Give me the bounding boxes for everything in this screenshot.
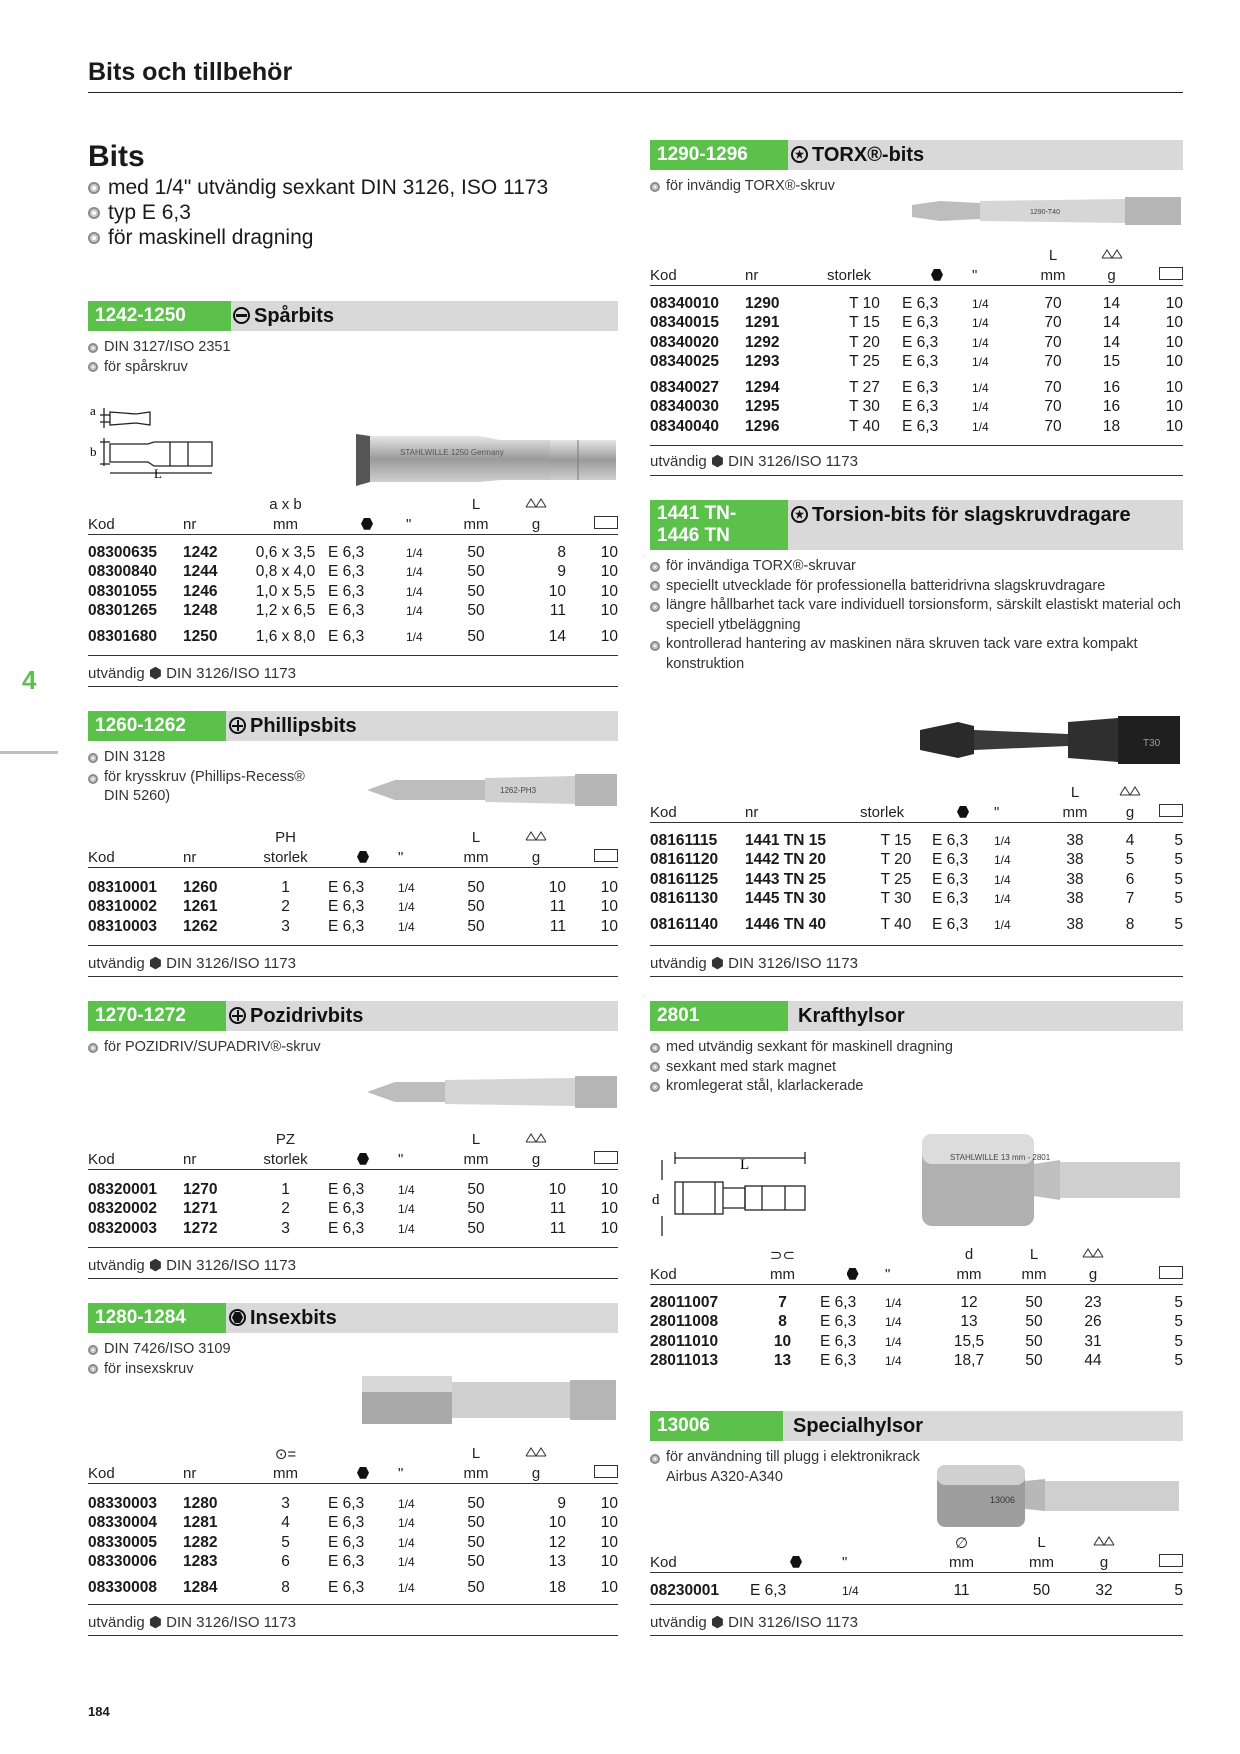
section-rule <box>88 1278 618 1279</box>
hex-drive-icon <box>357 851 369 863</box>
package-icon <box>1159 1554 1183 1567</box>
hex-drive-icon <box>957 806 969 818</box>
hex-drive-icon <box>357 1153 369 1165</box>
weight-icon <box>1093 1534 1115 1546</box>
pozidriv-bit-image <box>365 1072 620 1112</box>
section-rule <box>88 1247 618 1248</box>
section-rule <box>88 945 618 946</box>
table-1270: PZ L Kod nr storlek " mm g 08320001 1270 1 E 6,3 1/4 50 10 10 08320002 1271 2 E 6,3 1/4 50 11 10 08320003 1272 3 E 6,3 1/4 50 11 10 <box>88 1131 618 1237</box>
table-row: 08340010 1290 T 10 E 6,3 1/4 70 14 10 <box>650 294 1183 312</box>
svg-text:T30: T30 <box>1143 738 1161 749</box>
section-bullets: DIN 7426/ISO 3109 för insexskruv <box>88 1340 618 1379</box>
section-name: TORX®-bits <box>791 140 924 170</box>
hex-key-size-icon: ⊙= <box>274 1445 297 1463</box>
weight-icon <box>1101 247 1123 259</box>
table-row: 08340015 1291 T 15 E 6,3 1/4 70 14 10 <box>650 314 1183 332</box>
bullet-icon <box>650 1454 660 1464</box>
table-header-row-1: a x b L <box>88 495 618 515</box>
table-row: 08230001 E 6,3 1/4 11 50 32 5 <box>650 1581 1183 1599</box>
package-icon <box>594 849 618 862</box>
section-header <box>650 140 1183 170</box>
section-rule <box>650 945 1183 946</box>
table-row: 08330003 1280 3 E 6,3 1/4 50 9 10 <box>88 1494 618 1512</box>
table-row: 28011008 8 E 6,3 1/4 13 50 26 5 <box>650 1313 1183 1331</box>
section-1441 <box>650 500 1183 674</box>
section-header <box>650 1001 1183 1031</box>
table-row: 08301680 1250 1,6 x 8,0 E 6,3 1/4 50 14 10 <box>88 627 618 645</box>
main-bullet: typ E 6,3 <box>88 200 548 225</box>
nut-setter-image <box>920 1130 1183 1230</box>
hex-drive-icon <box>931 269 943 281</box>
package-icon <box>1159 1266 1183 1279</box>
bullet-icon <box>650 602 660 612</box>
section-header <box>88 711 618 741</box>
bullet-icon <box>650 581 660 591</box>
phillips-head-icon <box>229 717 246 734</box>
section-name: Phillipsbits <box>229 711 357 741</box>
table-row: 08340025 1293 T 25 E 6,3 1/4 70 15 10 <box>650 353 1183 371</box>
weight-icon <box>525 829 547 841</box>
pozidriv-head-icon <box>229 1007 246 1024</box>
section-name: Pozidrivbits <box>229 1001 363 1031</box>
table-13006: ∅ L Kod " mm mm g 08230001 E 6,3 1/4 11 50 32 5 <box>650 1534 1183 1599</box>
section-header <box>88 1001 618 1031</box>
table-1290: L Kod nr storlek " mm g 08340010 1290 T 10 E 6,3 1/4 70 14 10 08340015 1291 T 15 E 6,3 1/4 70 14 10 08340020 1292 T 20 E 6,3 1/4 70 14 10 08340025 1293 T 25 E 6,3 1/4 70 15 10 08340027 1294 T 27 E 6,3 1/4 70 16 10 08340030 1295 T 30 E 6,3 1/4 70 16 10 08340040 1296 T 40 E 6,3 1/4 70 18 10 <box>650 247 1183 435</box>
standard-note: utvändig ⬢ DIN 3126/ISO 1173 <box>650 453 858 470</box>
slot-head-icon <box>233 307 250 324</box>
hex-drive-icon <box>361 518 373 530</box>
diagram-label-l: L <box>154 466 162 481</box>
bullet-icon <box>88 362 98 372</box>
bullet-icon <box>88 1364 98 1374</box>
section-name: Torsion-bits för slagskruvdragare <box>791 500 1131 530</box>
weight-icon <box>1119 784 1141 796</box>
table-row: 08340027 1294 T 27 E 6,3 1/4 70 16 10 <box>650 378 1183 396</box>
svg-text:1290-T40: 1290-T40 <box>1030 209 1060 216</box>
wrench-size-icon: ⊃⊂ <box>769 1246 796 1264</box>
section-name: Krafthylsor <box>798 1005 905 1027</box>
table-row: 08330005 1282 5 E 6,3 1/4 50 12 10 <box>88 1533 618 1551</box>
slot-bit-diagram <box>88 398 228 482</box>
standard-note: utvändig ⬢ DIN 3126/ISO 1173 <box>88 955 296 972</box>
hex-drive-icon <box>847 1268 859 1280</box>
section-rule <box>88 1604 618 1605</box>
standard-note: utvändig ⬢ DIN 3126/ISO 1173 <box>88 1614 296 1631</box>
table-row: 08301055 1246 1,0 x 5,5 E 6,3 1/4 50 10 10 <box>88 582 618 600</box>
diagram-label-l: L <box>740 1157 750 1173</box>
page-number: 184 <box>88 1704 110 1719</box>
main-bullet: med 1/4" utvändig sexkant DIN 3126, ISO 1173 <box>88 175 548 200</box>
section-1242 <box>88 301 618 377</box>
section-header <box>88 1303 618 1333</box>
package-icon <box>594 516 618 529</box>
bullet-icon <box>88 753 98 763</box>
bullet-icon <box>88 207 100 219</box>
standard-note: utvändig ⬢ DIN 3126/ISO 1173 <box>650 1614 858 1631</box>
section-code: 1270-1272 <box>88 1001 226 1031</box>
table-row: 08161125 1443 TN 25 T 25 E 6,3 1/4 38 6 5 <box>650 870 1183 888</box>
svg-text:STAHLWILLE 13 mm - 2801: STAHLWILLE 13 mm - 2801 <box>950 1153 1051 1162</box>
table-row: 08161115 1441 TN 15 T 15 E 6,3 1/4 38 4 5 <box>650 831 1183 849</box>
section-bullets: för invändig TORX®-skruv <box>650 177 1183 197</box>
table-row: 08320003 1272 3 E 6,3 1/4 50 11 10 <box>88 1219 618 1237</box>
bullet-icon <box>650 1082 660 1092</box>
chapter-title: Bits och tillbehör <box>88 58 293 86</box>
section-code: 2801 <box>650 1001 788 1031</box>
section-code: 1280-1284 <box>88 1303 226 1333</box>
section-rule <box>650 475 1183 476</box>
section-header <box>88 301 618 331</box>
chapter-tab-marker <box>0 751 58 754</box>
table-row: 08300635 1242 0,6 x 3,5 E 6,3 1/4 50 8 10 <box>88 543 618 561</box>
section-bullets: för användning till plugg i elektronikrack Airbus A320-A340 <box>650 1448 920 1487</box>
weight-icon <box>1082 1246 1104 1258</box>
bullet-icon <box>88 1345 98 1355</box>
section-rule <box>88 1635 618 1636</box>
slot-bit-image <box>350 430 620 490</box>
main-bullet: för maskinell dragning <box>88 225 548 250</box>
nut-setter-diagram <box>650 1150 830 1240</box>
weight-icon <box>525 1445 547 1457</box>
bullet-icon <box>88 774 98 784</box>
table-row: 08330006 1283 6 E 6,3 1/4 50 13 10 <box>88 1553 618 1571</box>
table-row: 08340030 1295 T 30 E 6,3 1/4 70 16 10 <box>650 398 1183 416</box>
table-1441: L Kod nr storlek " mm g 08161115 1441 TN 15 T 15 E 6,3 1/4 38 4 5 08161120 1442 TN 20 T 20 E 6,3 1/4 38 5 5 08161125 1443 TN 25 T 25 E 6,3 1/4 38 6 5 08161130 1445 TN 30 T 30 E 6,3 1/4 38 7 5 08161140 1446 TN 40 T 40 E 6,3 1/4 38 8 5 <box>650 784 1183 933</box>
table-row: 08161140 1446 TN 40 T 40 E 6,3 1/4 38 8 5 <box>650 915 1183 933</box>
special-socket-image <box>935 1463 1183 1529</box>
table-row: 28011010 10 E 6,3 1/4 15,5 50 31 5 <box>650 1332 1183 1350</box>
section-code: 1290-1296 <box>650 140 788 170</box>
section-1280 <box>88 1303 618 1379</box>
bullet-icon <box>650 1062 660 1072</box>
bullet-icon <box>650 182 660 192</box>
bullet-icon <box>650 562 660 572</box>
section-name: Specialhylsor <box>793 1415 924 1437</box>
hex-bit-image <box>360 1372 620 1428</box>
standard-note: utvändig ⬢ DIN 3126/ISO 1173 <box>650 955 858 972</box>
section-name: Insexbits <box>229 1303 337 1333</box>
section-rule <box>650 445 1183 446</box>
section-header <box>650 1411 1183 1441</box>
table-row: 08330008 1284 8 E 6,3 1/4 50 18 10 <box>88 1578 618 1596</box>
svg-text:STAHLWILLE 1250 Germany: STAHLWILLE 1250 Germany <box>400 448 504 457</box>
section-rule <box>650 976 1183 977</box>
package-icon <box>1159 804 1183 817</box>
table-row: 08310003 1262 3 E 6,3 1/4 50 11 10 <box>88 917 618 935</box>
table-1242 <box>88 495 618 647</box>
diagram-label-a: a <box>90 403 96 418</box>
bullet-icon <box>650 641 660 651</box>
phillips-bit-image <box>365 770 620 810</box>
hex-drive-icon <box>357 1467 369 1479</box>
diagram-label-d: d <box>652 1192 660 1208</box>
bullet-icon <box>88 1043 98 1053</box>
section-code: 13006 <box>650 1411 783 1441</box>
table-row: 08300840 1244 0,8 x 4,0 E 6,3 1/4 50 9 10 <box>88 563 618 581</box>
table-2801: ⊃⊂ d L Kod mm " mm mm g 28011007 7 E 6,3 1/4 12 50 23 5 28011008 8 E 6,3 1/4 13 50 26 5 28011010 10 E 6,3 1/4 15,5 50 31 5 28011013 13 E 6,3 1/4 18,7 50 44 5 <box>650 1246 1183 1370</box>
weight-icon <box>525 1131 547 1143</box>
section-rule <box>650 1604 1183 1605</box>
section-bullets: för invändiga TORX®-skruvar speciellt utvecklade för professionella batteridrivna slagskruvdragare längre hållbarhet tack vare individuell torsionsform, särskilt elastiskt material och speciell ytbeläggning kontrollerad hantering av maskinen nära skruven tack vare extra kompakt konstruktion <box>650 557 1183 674</box>
table-header-row-2: Kod nr mm " mm g <box>88 515 618 535</box>
table-row: 08320001 1270 1 E 6,3 1/4 50 10 10 <box>88 1180 618 1198</box>
table-1280: ⊙= L Kod nr mm " mm g 08330003 1280 3 E 6,3 1/4 50 9 10 08330004 1281 4 E 6,3 1/4 50 10 10 08330005 1282 5 E 6,3 1/4 50 12 10 08330006 1283 6 E 6,3 1/4 50 13 10 08330008 1284 8 E 6,3 1/4 50 18 10 <box>88 1445 618 1596</box>
section-1270 <box>88 1001 618 1058</box>
section-bullets: med utvändig sexkant för maskinell dragning sexkant med stark magnet kromlegerat stål, klarlackerade <box>650 1038 1183 1097</box>
table-row: 08161120 1442 TN 20 T 20 E 6,3 1/4 38 5 5 <box>650 851 1183 869</box>
section-rule <box>88 686 618 687</box>
table-row: 08161130 1445 TN 30 T 30 E 6,3 1/4 38 7 5 <box>650 890 1183 908</box>
torsion-bit-image <box>918 712 1183 768</box>
standard-note: utvändig ⬢ DIN 3126/ISO 1173 <box>88 1257 296 1274</box>
table-row: 08301265 1248 1,2 x 6,5 E 6,3 1/4 50 11 10 <box>88 602 618 620</box>
table-row: 08340040 1296 T 40 E 6,3 1/4 70 18 10 <box>650 417 1183 435</box>
table-row: 08330004 1281 4 E 6,3 1/4 50 10 10 <box>88 1514 618 1532</box>
section-bullets: DIN 3127/ISO 2351 för spårskruv <box>88 338 618 377</box>
section-header <box>650 500 1183 550</box>
table-row: 08310001 1260 1 E 6,3 1/4 50 10 10 <box>88 878 618 896</box>
hex-drive-icon <box>790 1556 802 1568</box>
svg-text:1262-PH3: 1262-PH3 <box>500 786 537 795</box>
weight-icon <box>525 496 547 508</box>
package-icon <box>1159 267 1183 280</box>
hex-socket-head-icon <box>229 1309 246 1326</box>
table-row: 08310002 1261 2 E 6,3 1/4 50 11 10 <box>88 898 618 916</box>
torx-head-icon <box>791 506 808 523</box>
section-bullets: DIN 3128 för krysskruv (Phillips-Recess® DIN 5260) <box>88 748 328 807</box>
section-code: 1242-1250 <box>88 301 231 331</box>
bullet-icon <box>650 1043 660 1053</box>
section-rule <box>88 655 618 656</box>
section-1290 <box>650 140 1183 197</box>
section-2801 <box>650 1001 1183 1097</box>
chapter-rule <box>88 92 1183 93</box>
section-code: 1260-1262 <box>88 711 226 741</box>
section-code: 1441 TN- 1446 TN <box>650 500 788 550</box>
section-name: Spårbits <box>233 301 334 331</box>
table-row: 08320002 1271 2 E 6,3 1/4 50 11 10 <box>88 1200 618 1218</box>
table-row: 28011007 7 E 6,3 1/4 12 50 23 5 <box>650 1293 1183 1311</box>
table-row: 08340020 1292 T 20 E 6,3 1/4 70 14 10 <box>650 333 1183 351</box>
table-row: 28011013 13 E 6,3 1/4 18,7 50 44 5 <box>650 1352 1183 1370</box>
svg-text:13006: 13006 <box>990 1495 1016 1505</box>
bullet-icon <box>88 232 100 244</box>
main-title: Bits <box>88 140 145 173</box>
section-rule <box>650 1635 1183 1636</box>
package-icon <box>594 1465 618 1478</box>
torx-bit-image <box>910 193 1185 229</box>
torx-head-icon <box>791 146 808 163</box>
bullet-icon <box>88 182 100 194</box>
chapter-tab-number: 4 <box>22 665 37 695</box>
section-rule <box>88 976 618 977</box>
section-bullets: för POZIDRIV/SUPADRIV®-skruv <box>88 1038 618 1058</box>
table-1260: PH L Kod nr storlek " mm g 08310001 1260 1 E 6,3 1/4 50 10 10 08310002 1261 2 E 6,3 1/4 50 11 10 08310003 1262 3 E 6,3 1/4 50 11 10 <box>88 829 618 935</box>
main-bullets <box>88 175 548 250</box>
diagram-label-b: b <box>90 444 97 459</box>
standard-note: utvändig ⬢ DIN 3126/ISO 1173 <box>88 665 296 682</box>
bullet-icon <box>88 343 98 353</box>
package-icon <box>594 1151 618 1164</box>
diameter-icon: ∅ <box>954 1534 969 1552</box>
